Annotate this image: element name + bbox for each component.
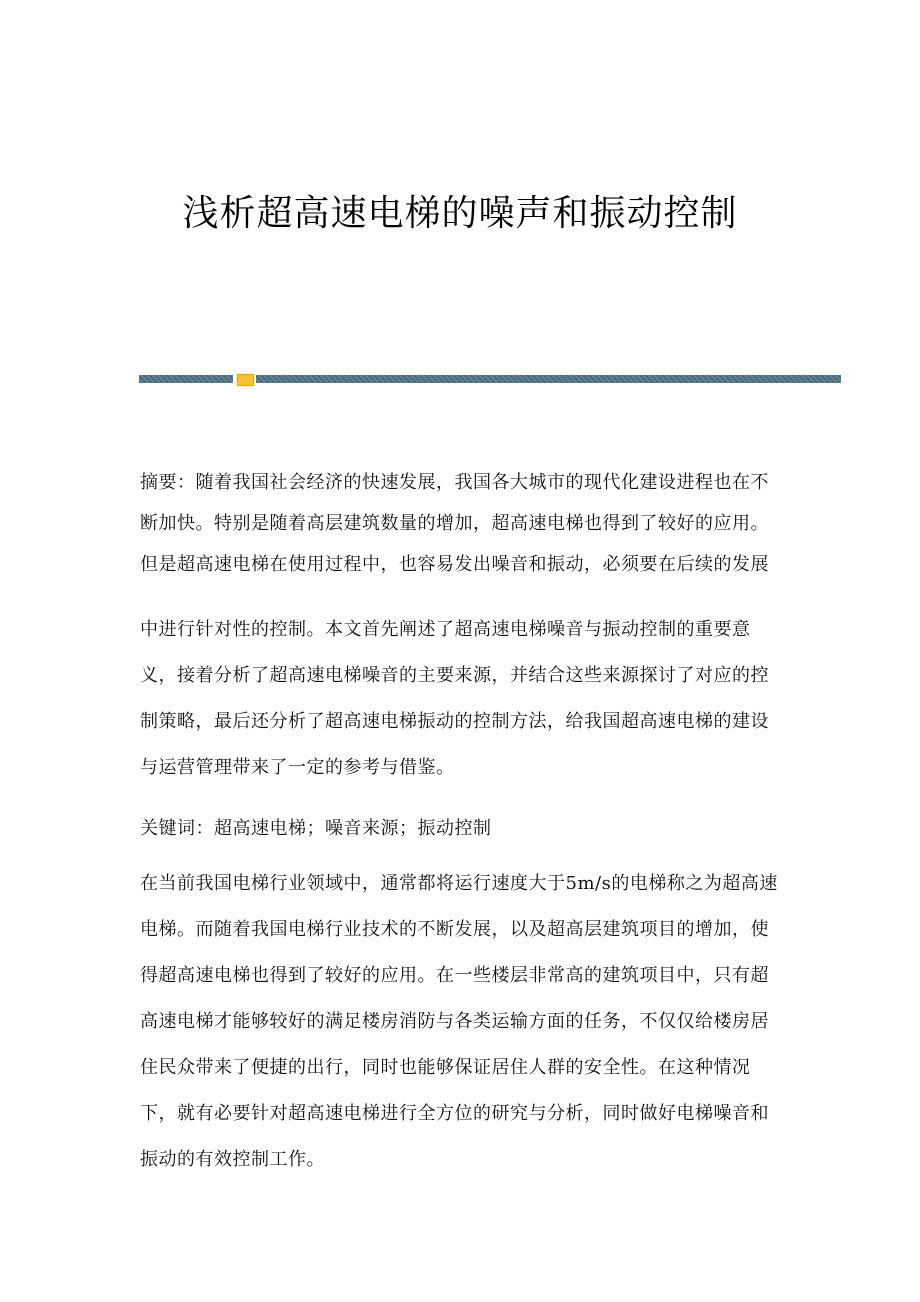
divider-bar-right <box>256 375 841 383</box>
body-line: 住民众带来了便捷的出行，同时也能够保证居住人群的安全性。在这种情况 <box>140 1057 751 1078</box>
body-line: 得超高速电梯也得到了较好的应用。在一些楼层非常高的建筑项目中，只有超 <box>140 965 769 986</box>
body-line: 下，就有必要针对超高速电梯进行全方位的研究与分析，同时做好电梯噪音和 <box>140 1103 769 1124</box>
divider-ornament <box>237 374 254 386</box>
abstract-line: 中进行针对性的控制。本文首先阐述了超高速电梯噪音与振动控制的重要意 <box>140 619 751 640</box>
body-line: 电梯。而随着我国电梯行业技术的不断发展，以及超高层建筑项目的增加，使 <box>140 919 769 940</box>
abstract-line: 与运营管理带来了一定的参考与借鉴。 <box>140 757 455 778</box>
abstract-line: 断加快。特别是随着高层建筑数量的增加，超高速电梯也得到了较好的应用。 <box>140 513 769 534</box>
divider-bar-left <box>139 375 233 383</box>
abstract-line: 摘要：随着我国社会经济的快速发展，我国各大城市的现代化建设进程也在不 <box>140 472 769 493</box>
body-line: 高速电梯才能够较好的满足楼房消防与各类运输方面的任务，不仅仅给楼房居 <box>140 1011 769 1032</box>
body-line: 振动的有效控制工作。 <box>140 1149 325 1170</box>
document-title: 浅析超高速电梯的噪声和振动控制 <box>182 193 738 234</box>
abstract-line: 义，接着分析了超高速电梯噪音的主要来源，并结合这些来源探讨了对应的控 <box>140 665 769 686</box>
body-line: 在当前我国电梯行业领域中，通常都将运行速度大于5m/s的电梯称之为超高速 <box>140 873 778 894</box>
abstract-line: 但是超高速电梯在使用过程中，也容易发出噪音和振动，必须要在后续的发展 <box>140 554 769 575</box>
keywords: 关键词：超高速电梯；噪音来源；振动控制 <box>140 818 492 839</box>
abstract-line: 制策略，最后还分析了超高速电梯振动的控制方法，给我国超高速电梯的建设 <box>140 711 769 732</box>
